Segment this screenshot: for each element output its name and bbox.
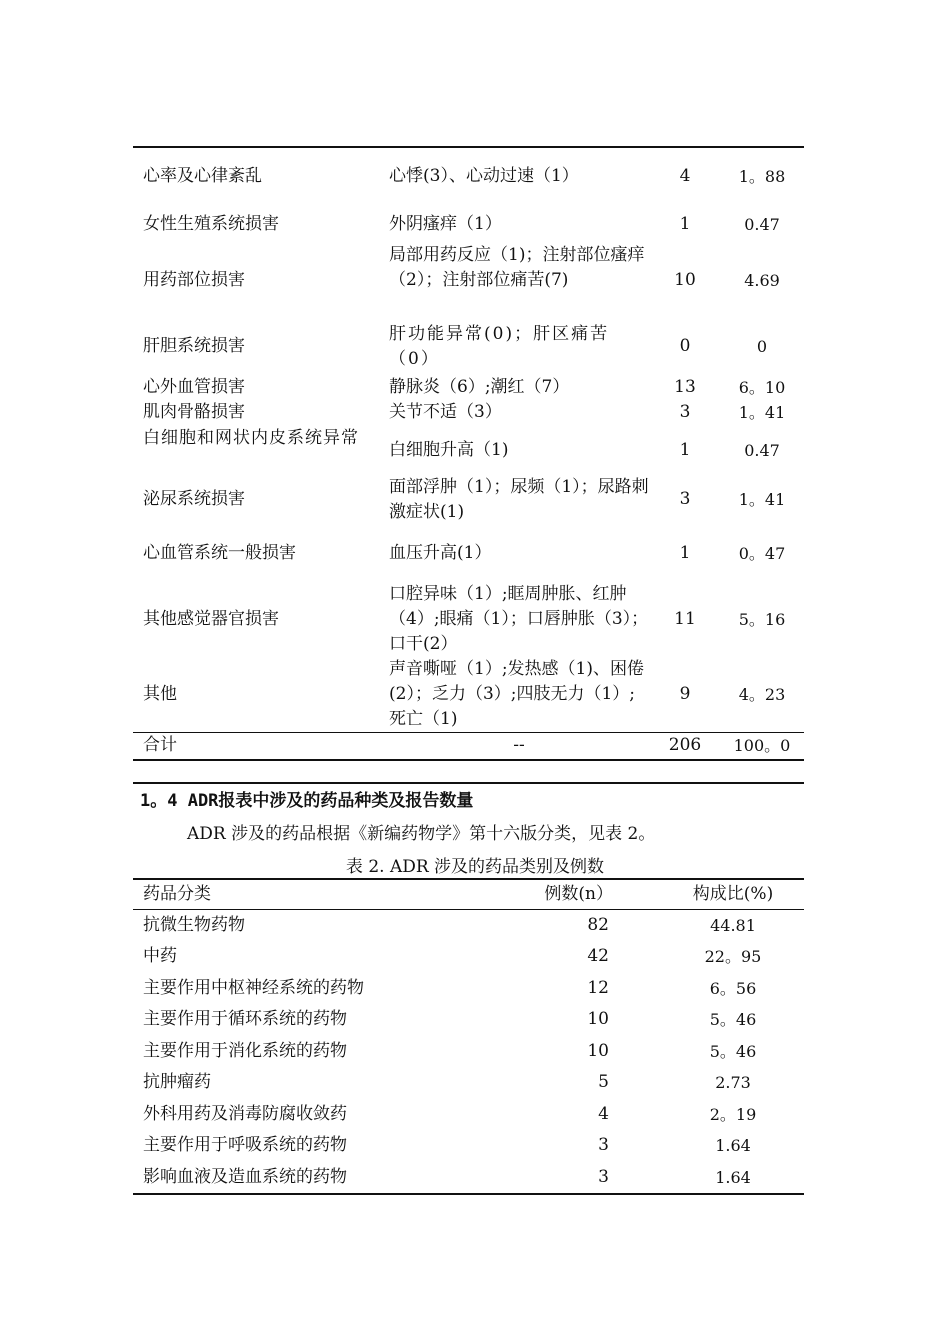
table-row: [133, 243, 804, 318]
row-count: 9: [679, 684, 691, 704]
row-count: 13: [674, 377, 696, 397]
total-count: 206: [668, 735, 702, 755]
row-percent: 2。19: [709, 1105, 757, 1124]
table-row: [133, 541, 804, 566]
table-row: [133, 1036, 804, 1067]
row-percent: 22。95: [704, 947, 762, 966]
row-percent: 4。23: [738, 685, 786, 704]
row-category: 白细胞和网状内皮系统异常: [143, 428, 359, 448]
table-row: [133, 1067, 804, 1098]
row-percent: 0.47: [744, 215, 780, 234]
table-row: [133, 426, 804, 476]
table-bottom-rule: [133, 759, 804, 761]
section-title: 报表中涉及的药品种类及报告数量: [218, 791, 474, 811]
row-percent: 0: [756, 337, 768, 356]
table-row: [133, 657, 804, 732]
section-number: 1。4 ADR: [140, 791, 219, 811]
section-paragraph: ADR 涉及的药品根据《新编药物学》第十六版分类，见表 2。: [187, 824, 656, 844]
row-percent: 5。46: [709, 1010, 757, 1029]
row-category: 其他感觉器官损害: [143, 609, 279, 629]
total-percent: 100。0: [733, 736, 791, 755]
row-symptoms: 声音嘶哑（1）;发热感（1)、困倦(2）；乏力（3）;四肢无力（1）;死亡（1): [389, 659, 644, 729]
row-symptoms: 静脉炎（6）;潮红（7）: [389, 377, 570, 397]
row-category: 主要作用中枢神经系统的药物: [143, 978, 364, 998]
row-percent: 5。16: [738, 610, 786, 629]
row-symptoms: 血压升高(1）: [389, 543, 492, 563]
row-symptoms: 面部浮肿（1）；尿频（1）；尿路刺激症状(1): [389, 477, 649, 522]
section-heading: [140, 786, 473, 811]
table-row: [133, 212, 804, 237]
row-category: 肌肉骨骼损害: [143, 402, 245, 422]
row-count: 1: [679, 214, 691, 234]
row-symptoms: 口腔异味（1）;眶周肿胀、红肿（4）;眼痛（1）；口唇肿胀（3）；口干(2）: [389, 584, 649, 654]
row-percent: 4.69: [744, 271, 780, 290]
row-percent: 6。56: [709, 979, 757, 998]
row-category: 抗肿瘤药: [143, 1072, 211, 1092]
table-row: [133, 322, 804, 372]
section-top-rule: [133, 782, 804, 784]
row-category: 肝胆系统损害: [143, 336, 245, 356]
row-percent: 6。10: [738, 378, 786, 397]
table-row: [133, 164, 804, 189]
table-row: [133, 1162, 804, 1193]
row-percent: 1.64: [715, 1136, 751, 1155]
row-count: 4: [679, 166, 691, 186]
row-category: 影响血液及造血系统的药物: [143, 1167, 347, 1187]
table-row: [133, 400, 804, 425]
table-top-rule: [133, 146, 804, 148]
row-category: 主要作用于呼吸系统的药物: [143, 1135, 347, 1155]
table-row: [133, 475, 804, 525]
header-category: 药品分类: [143, 884, 211, 904]
row-symptoms: 外阴瘙痒（1）: [389, 214, 502, 234]
row-symptoms: 关节不适（3）: [389, 402, 502, 422]
row-category: 心外血管损害: [143, 377, 245, 397]
row-count: 4: [598, 1104, 609, 1124]
table-row: [133, 910, 804, 941]
row-category: 主要作用于消化系统的药物: [143, 1041, 347, 1061]
row-category: 抗微生物药物: [143, 915, 245, 935]
row-percent: 0。47: [738, 544, 786, 563]
row-count: 12: [587, 978, 609, 998]
table-row: [133, 1099, 804, 1130]
row-symptoms: 肝功能异常(0)；肝区痛苦（0）: [389, 324, 610, 369]
table-row: [133, 973, 804, 1004]
row-count: 42: [587, 946, 609, 966]
row-count: 10: [587, 1009, 609, 1029]
row-percent: 1。41: [738, 403, 786, 422]
row-category: 其他: [143, 684, 177, 704]
row-percent: 0.47: [744, 441, 780, 460]
row-category: 心率及心律紊乱: [143, 166, 262, 186]
table-row: [133, 375, 804, 400]
table2-header-row: [133, 879, 804, 910]
row-count: 3: [598, 1167, 609, 1187]
row-percent: 1。41: [738, 490, 786, 509]
row-symptoms: 心悸(3）、心动过速（1）: [389, 166, 579, 186]
row-count: 10: [674, 270, 696, 290]
row-category: 用药部位损害: [143, 270, 245, 290]
header-percent: 构成比(%): [692, 884, 774, 904]
total-label: 合计: [143, 735, 177, 755]
row-count: 10: [587, 1041, 609, 1061]
row-category: 主要作用于循环系统的药物: [143, 1009, 347, 1029]
row-percent: 5。46: [709, 1042, 757, 1061]
row-category: 泌尿系统损害: [143, 489, 245, 509]
row-symptoms: 白细胞升高（1): [389, 440, 509, 460]
row-count: 0: [679, 336, 691, 356]
row-percent: 2.73: [715, 1073, 751, 1092]
row-count: 1: [679, 440, 691, 460]
table2-bottom-rule: [133, 1193, 804, 1195]
row-percent: 44.81: [710, 916, 756, 935]
row-category: 女性生殖系统损害: [143, 214, 279, 234]
table2-caption: 表 2. ADR 涉及的药品类别及例数: [345, 857, 605, 877]
row-percent: 1。88: [738, 167, 786, 186]
total-row: [133, 733, 804, 758]
row-count: 1: [679, 543, 691, 563]
row-count: 5: [598, 1072, 609, 1092]
header-count: 例数(n）: [544, 884, 613, 904]
row-count: 3: [598, 1135, 609, 1155]
table-row: [133, 582, 804, 657]
row-category: 外科用药及消毒防腐收敛药: [143, 1104, 347, 1124]
total-symptoms: --: [513, 735, 525, 755]
table-row: [133, 1004, 804, 1035]
row-count: 3: [679, 402, 691, 422]
table-row: [133, 941, 804, 972]
row-category: 中药: [143, 946, 177, 966]
row-count: 82: [587, 915, 609, 935]
row-percent: 1.64: [715, 1168, 751, 1187]
row-count: 3: [679, 489, 691, 509]
row-count: 11: [674, 609, 696, 629]
row-symptoms: 局部用药反应（1)；注射部位瘙痒（2）；注射部位痛苦(7): [389, 245, 645, 290]
table-row: [133, 1130, 804, 1161]
row-category: 心血管系统一般损害: [143, 543, 296, 563]
